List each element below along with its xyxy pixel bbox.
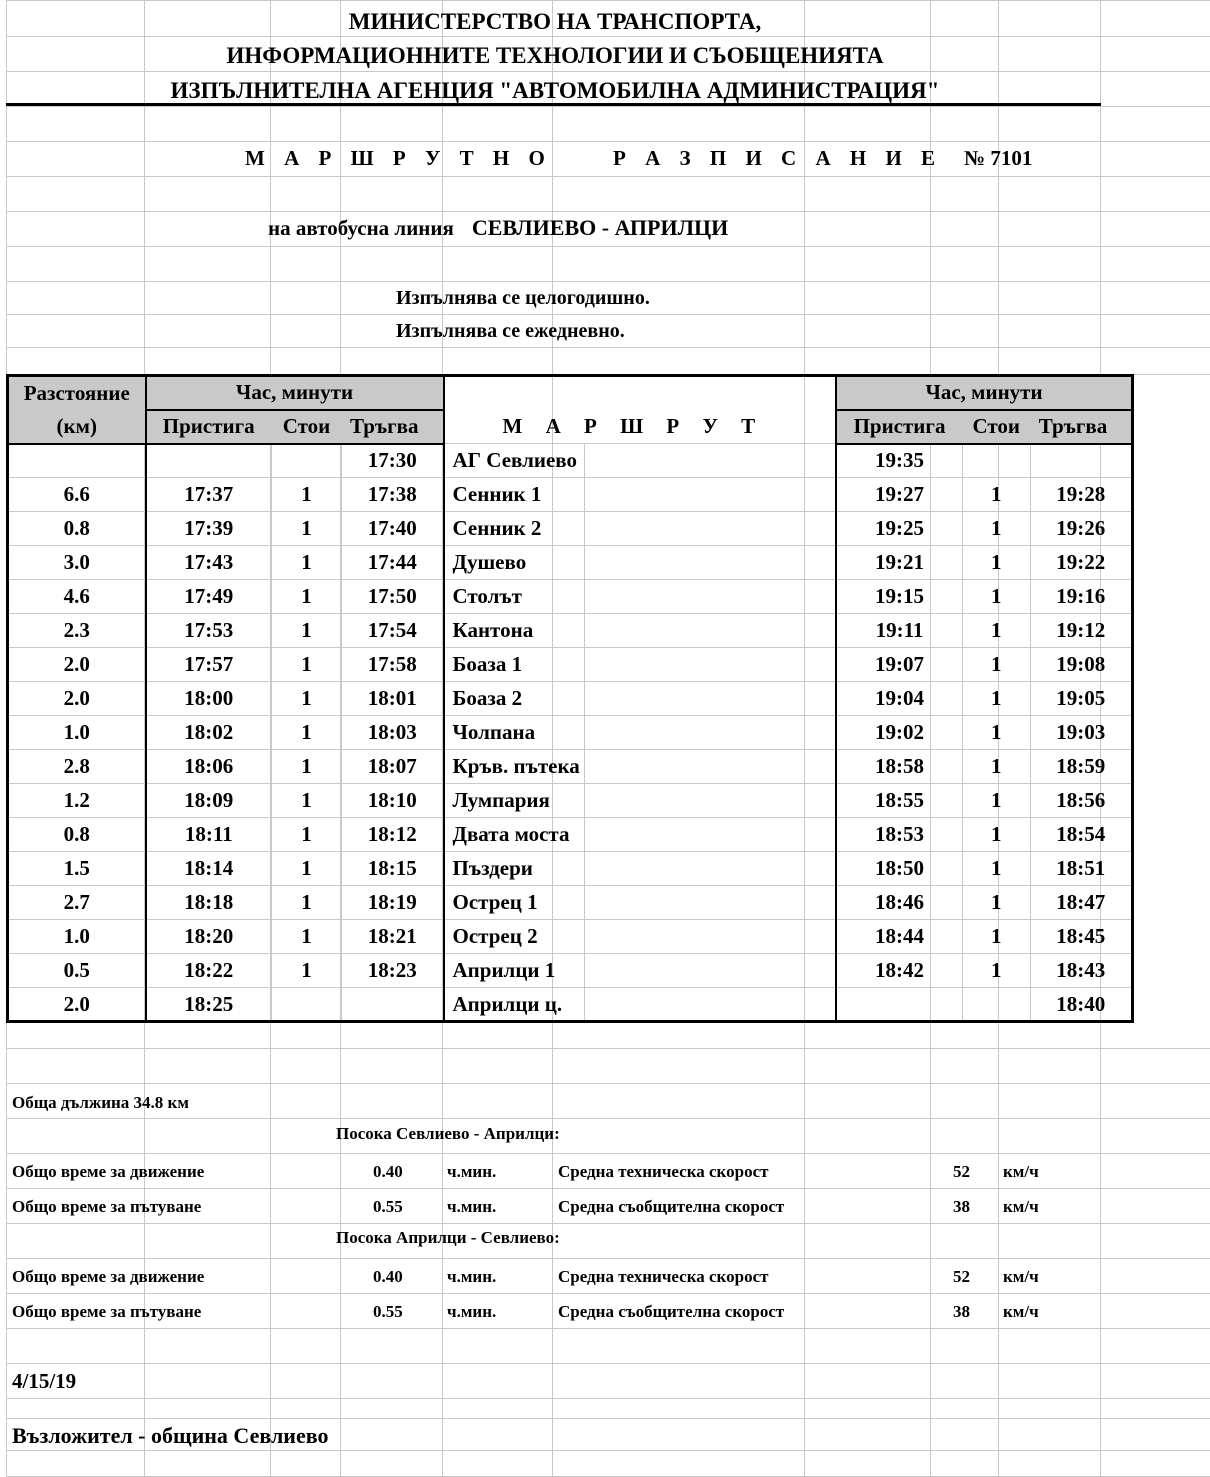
row-depart-outbound: 17:44 — [342, 546, 444, 580]
row-depart-outbound: 18:07 — [342, 750, 444, 784]
row-arrive-outbound: 18:22 — [146, 954, 272, 988]
row-distance: 2.7 — [8, 886, 146, 920]
row-arrive-outbound: 17:53 — [146, 614, 272, 648]
move-time-unit-2: ч.мин. — [447, 1267, 497, 1286]
row-stop-name-pad — [584, 988, 836, 1022]
travel-time-2: 0.55 — [373, 1302, 403, 1321]
row-arrive-outbound: 18:02 — [146, 716, 272, 750]
row-stop-return — [962, 988, 1030, 1022]
line-prefix: на автобусна линия — [268, 216, 454, 240]
header-stop-right: Стои — [962, 410, 1030, 444]
row-stop-name-pad — [584, 478, 836, 512]
row-arrive-return: 19:11 — [836, 614, 962, 648]
row-stop-return: 1 — [962, 648, 1030, 682]
travel-time-unit-2: ч.мин. — [447, 1302, 497, 1321]
row-arrive-outbound: 18:06 — [146, 750, 272, 784]
row-depart-return: 18:45 — [1030, 920, 1132, 954]
row-distance: 0.8 — [8, 818, 146, 852]
row-stop-outbound: 1 — [272, 784, 342, 818]
header-arrive-right: Пристига — [836, 410, 962, 444]
row-depart-return: 18:51 — [1030, 852, 1132, 886]
row-depart-outbound: 18:23 — [342, 954, 444, 988]
travel-time-label-2: Общо време за пътуване — [12, 1302, 202, 1321]
row-arrive-outbound: 18:20 — [146, 920, 272, 954]
row-distance: 0.5 — [8, 954, 146, 988]
row-depart-outbound: 17:58 — [342, 648, 444, 682]
row-depart-return: 19:16 — [1030, 580, 1132, 614]
timetable-row — [8, 512, 1133, 546]
move-time-2: 0.40 — [373, 1267, 403, 1286]
timetable-row — [8, 614, 1133, 648]
row-distance: 1.0 — [8, 716, 146, 750]
total-length: Обща дължина 34.8 км — [12, 1093, 189, 1112]
row-arrive-return: 18:53 — [836, 818, 962, 852]
row-stop-return: 1 — [962, 546, 1030, 580]
row-arrive-return: 18:46 — [836, 886, 962, 920]
timetable-row — [8, 444, 1133, 478]
travel-time-unit-1: ч.мин. — [447, 1197, 497, 1216]
row-stop-name-pad — [584, 682, 836, 716]
row-stop-name-pad — [584, 750, 836, 784]
agency-line: ИЗПЪЛНИТЕЛНА АГЕНЦИЯ "АВТОМОБИЛНА АДМИНИСТРАЦИЯ" — [170, 78, 940, 103]
comm-speed-1: 38 — [953, 1197, 970, 1216]
row-depart-outbound: 17:38 — [342, 478, 444, 512]
row-stop-outbound: 1 — [272, 614, 342, 648]
row-arrive-return: 19:21 — [836, 546, 962, 580]
row-arrive-return: 19:02 — [836, 716, 962, 750]
row-depart-outbound — [342, 988, 444, 1022]
row-depart-outbound: 18:03 — [342, 716, 444, 750]
header-rule — [6, 103, 1101, 106]
row-depart-outbound: 17:50 — [342, 580, 444, 614]
header-depart-left: Тръгва — [342, 410, 444, 444]
header-distance: Разстояние — [8, 376, 146, 410]
row-stop-return: 1 — [962, 512, 1030, 546]
row-depart-outbound: 17:30 — [342, 444, 444, 478]
timetable-row — [8, 648, 1133, 682]
timetable-row — [8, 682, 1133, 716]
row-arrive-outbound — [146, 444, 272, 478]
row-distance: 2.0 — [8, 682, 146, 716]
row-distance: 0.8 — [8, 512, 146, 546]
row-distance: 1.0 — [8, 920, 146, 954]
row-depart-outbound: 17:54 — [342, 614, 444, 648]
timetable-row — [8, 784, 1133, 818]
ministry-line-2: ИНФОРМАЦИОННИТЕ ТЕХНОЛОГИИ И СЪОБЩЕНИЯТА — [226, 43, 884, 68]
issue-date: 4/15/19 — [12, 1369, 77, 1393]
row-stop-outbound: 1 — [272, 716, 342, 750]
row-stop-name-pad — [584, 580, 836, 614]
row-stop-outbound: 1 — [272, 648, 342, 682]
row-stop-outbound — [272, 988, 342, 1022]
row-stop-name-pad — [584, 852, 836, 886]
line-caption — [268, 217, 728, 239]
row-arrive-outbound: 17:49 — [146, 580, 272, 614]
row-stop-name: Двата моста — [444, 818, 585, 852]
row-arrive-outbound: 18:09 — [146, 784, 272, 818]
row-distance — [8, 444, 146, 478]
comm-speed-label-1: Средна съобщителна скорост — [558, 1197, 785, 1216]
header-stop-left: Стои — [272, 410, 342, 444]
timetable-row — [8, 886, 1133, 920]
row-stop-name-pad — [584, 954, 836, 988]
tech-speed-label-2: Средна техническа скорост — [558, 1267, 769, 1286]
row-arrive-outbound: 18:25 — [146, 988, 272, 1022]
row-depart-outbound: 17:40 — [342, 512, 444, 546]
row-stop-name: Столът — [444, 580, 585, 614]
travel-time-1: 0.55 — [373, 1197, 403, 1216]
move-time-unit-1: ч.мин. — [447, 1162, 497, 1181]
row-stop-return: 1 — [962, 682, 1030, 716]
row-stop-return: 1 — [962, 478, 1030, 512]
row-depart-return: 18:43 — [1030, 954, 1132, 988]
row-distance: 2.8 — [8, 750, 146, 784]
row-depart-outbound: 18:01 — [342, 682, 444, 716]
row-stop-name-pad — [584, 444, 836, 478]
direction-2: Посока Априлци - Севлиево: — [336, 1228, 560, 1247]
row-stop-name: Лумпария — [444, 784, 585, 818]
row-stop-outbound: 1 — [272, 954, 342, 988]
row-distance: 4.6 — [8, 580, 146, 614]
row-distance: 2.3 — [8, 614, 146, 648]
row-stop-name: Априлци 1 — [444, 954, 585, 988]
row-stop-outbound: 1 — [272, 546, 342, 580]
schedule-number: № 7101 — [964, 146, 1033, 170]
row-arrive-outbound: 17:43 — [146, 546, 272, 580]
row-stop-return: 1 — [962, 954, 1030, 988]
row-distance: 1.5 — [8, 852, 146, 886]
move-time-label-2: Общо време за движение — [12, 1267, 205, 1286]
row-stop-outbound: 1 — [272, 886, 342, 920]
schedule-title — [245, 148, 1032, 169]
row-stop-return: 1 — [962, 784, 1030, 818]
row-distance: 2.0 — [8, 648, 146, 682]
row-stop-name-pad — [584, 920, 836, 954]
header-time-group-right: Час, минути — [836, 376, 1132, 410]
timetable-row — [8, 546, 1133, 580]
row-arrive-outbound: 18:11 — [146, 818, 272, 852]
row-stop-return: 1 — [962, 920, 1030, 954]
row-stop-outbound: 1 — [272, 512, 342, 546]
row-arrive-return: 18:50 — [836, 852, 962, 886]
timetable-row — [8, 750, 1133, 784]
row-stop-return: 1 — [962, 614, 1030, 648]
row-stop-name-pad — [584, 512, 836, 546]
row-depart-return: 19:26 — [1030, 512, 1132, 546]
row-arrive-outbound: 18:00 — [146, 682, 272, 716]
header-route: М А Р Ш Р У Т — [444, 376, 837, 444]
row-stop-name-pad — [584, 886, 836, 920]
row-stop-name: Чолпана — [444, 716, 585, 750]
row-arrive-outbound: 18:18 — [146, 886, 272, 920]
comm-speed-unit-1: км/ч — [1003, 1197, 1039, 1216]
row-stop-name: Кръв. пътека — [444, 750, 585, 784]
row-arrive-return: 18:58 — [836, 750, 962, 784]
row-depart-return: 18:54 — [1030, 818, 1132, 852]
row-distance: 3.0 — [8, 546, 146, 580]
row-depart-return: 19:28 — [1030, 478, 1132, 512]
row-stop-name: Пъздери — [444, 852, 585, 886]
row-stop-name: АГ Севлиево — [444, 444, 585, 478]
direction-1: Посока Севлиево - Априлци: — [336, 1124, 560, 1143]
timetable-row — [8, 852, 1133, 886]
row-arrive-outbound: 17:37 — [146, 478, 272, 512]
row-distance: 1.2 — [8, 784, 146, 818]
row-stop-name-pad — [584, 716, 836, 750]
row-stop-name: Сенник 1 — [444, 478, 585, 512]
row-arrive-return: 19:25 — [836, 512, 962, 546]
row-depart-outbound: 18:10 — [342, 784, 444, 818]
row-stop-name-pad — [584, 546, 836, 580]
row-stop-name: Боаза 2 — [444, 682, 585, 716]
row-arrive-return: 18:44 — [836, 920, 962, 954]
assignor: Възложител - община Севлиево — [12, 1423, 329, 1448]
row-depart-return: 18:59 — [1030, 750, 1132, 784]
row-stop-name: Острец 1 — [444, 886, 585, 920]
row-stop-outbound: 1 — [272, 818, 342, 852]
row-arrive-return: 18:42 — [836, 954, 962, 988]
timetable-row — [8, 478, 1133, 512]
row-stop-name-pad — [584, 614, 836, 648]
row-depart-return: 19:22 — [1030, 546, 1132, 580]
note-daily: Изпълнява се ежедневно. — [396, 320, 625, 342]
timetable-row — [8, 988, 1133, 1022]
row-depart-outbound: 18:21 — [342, 920, 444, 954]
row-stop-name: Сенник 2 — [444, 512, 585, 546]
tech-speed-2: 52 — [953, 1267, 970, 1286]
comm-speed-unit-2: км/ч — [1003, 1302, 1039, 1321]
row-depart-return: 19:03 — [1030, 716, 1132, 750]
row-stop-name: Душево — [444, 546, 585, 580]
row-stop-outbound: 1 — [272, 580, 342, 614]
row-stop-name: Априлци ц. — [444, 988, 585, 1022]
row-stop-name: Острец 2 — [444, 920, 585, 954]
row-stop-name-pad — [584, 648, 836, 682]
row-stop-name: Кантона — [444, 614, 585, 648]
row-arrive-return: 19:04 — [836, 682, 962, 716]
tech-speed-unit-1: км/ч — [1003, 1162, 1039, 1181]
row-stop-return: 1 — [962, 716, 1030, 750]
row-arrive-return: 18:55 — [836, 784, 962, 818]
tech-speed-unit-2: км/ч — [1003, 1267, 1039, 1286]
timetable-row — [8, 920, 1133, 954]
row-depart-return: 19:05 — [1030, 682, 1132, 716]
row-depart-outbound: 18:12 — [342, 818, 444, 852]
row-depart-return — [1030, 444, 1132, 478]
schedule-title-text: М А Р Ш Р У Т Н О Р А З П И С А Н И Е — [245, 146, 943, 170]
timetable-row — [8, 954, 1133, 988]
header-depart-right: Тръгва — [1030, 410, 1132, 444]
row-stop-return: 1 — [962, 852, 1030, 886]
header-time-group-left: Час, минути — [146, 376, 444, 410]
row-stop-outbound: 1 — [272, 920, 342, 954]
row-stop-name-pad — [584, 818, 836, 852]
row-depart-outbound: 18:19 — [342, 886, 444, 920]
row-depart-return: 18:47 — [1030, 886, 1132, 920]
row-stop-return: 1 — [962, 580, 1030, 614]
line-name: СЕВЛИЕВО - АПРИЛЦИ — [471, 215, 729, 240]
row-stop-outbound: 1 — [272, 852, 342, 886]
row-distance: 2.0 — [8, 988, 146, 1022]
row-arrive-outbound: 17:57 — [146, 648, 272, 682]
timetable-row — [8, 580, 1133, 614]
row-stop-return: 1 — [962, 818, 1030, 852]
header-arrive-left: Пристига — [146, 410, 272, 444]
row-stop-outbound — [272, 444, 342, 478]
row-distance: 6.6 — [8, 478, 146, 512]
note-yearround: Изпълнява се целогодишно. — [396, 287, 650, 309]
row-depart-return: 19:12 — [1030, 614, 1132, 648]
move-time-1: 0.40 — [373, 1162, 403, 1181]
row-arrive-return — [836, 988, 962, 1022]
row-stop-return: 1 — [962, 886, 1030, 920]
move-time-label-1: Общо време за движение — [12, 1162, 205, 1181]
row-arrive-return: 19:15 — [836, 580, 962, 614]
tech-speed-label-1: Средна техническа скорост — [558, 1162, 769, 1181]
tech-speed-1: 52 — [953, 1162, 970, 1181]
comm-speed-2: 38 — [953, 1302, 970, 1321]
row-arrive-return: 19:35 — [836, 444, 962, 478]
row-arrive-outbound: 18:14 — [146, 852, 272, 886]
row-stop-return: 1 — [962, 750, 1030, 784]
row-stop-name-pad — [584, 784, 836, 818]
travel-time-label-1: Общо време за пътуване — [12, 1197, 202, 1216]
row-arrive-return: 19:07 — [836, 648, 962, 682]
row-depart-return: 18:56 — [1030, 784, 1132, 818]
header-distance-unit: (км) — [8, 410, 146, 444]
row-stop-outbound: 1 — [272, 750, 342, 784]
row-depart-return: 18:40 — [1030, 988, 1132, 1022]
row-depart-return: 19:08 — [1030, 648, 1132, 682]
comm-speed-label-2: Средна съобщителна скорост — [558, 1302, 785, 1321]
row-depart-outbound: 18:15 — [342, 852, 444, 886]
row-stop-return — [962, 444, 1030, 478]
row-stop-outbound: 1 — [272, 682, 342, 716]
row-stop-outbound: 1 — [272, 478, 342, 512]
timetable — [6, 374, 1134, 1023]
timetable-row — [8, 716, 1133, 750]
row-stop-name: Боаза 1 — [444, 648, 585, 682]
timetable-row — [8, 818, 1133, 852]
ministry-line-1: МИНИСТЕРСТВО НА ТРАНСПОРТА, — [348, 9, 762, 34]
row-arrive-return: 19:27 — [836, 478, 962, 512]
row-arrive-outbound: 17:39 — [146, 512, 272, 546]
